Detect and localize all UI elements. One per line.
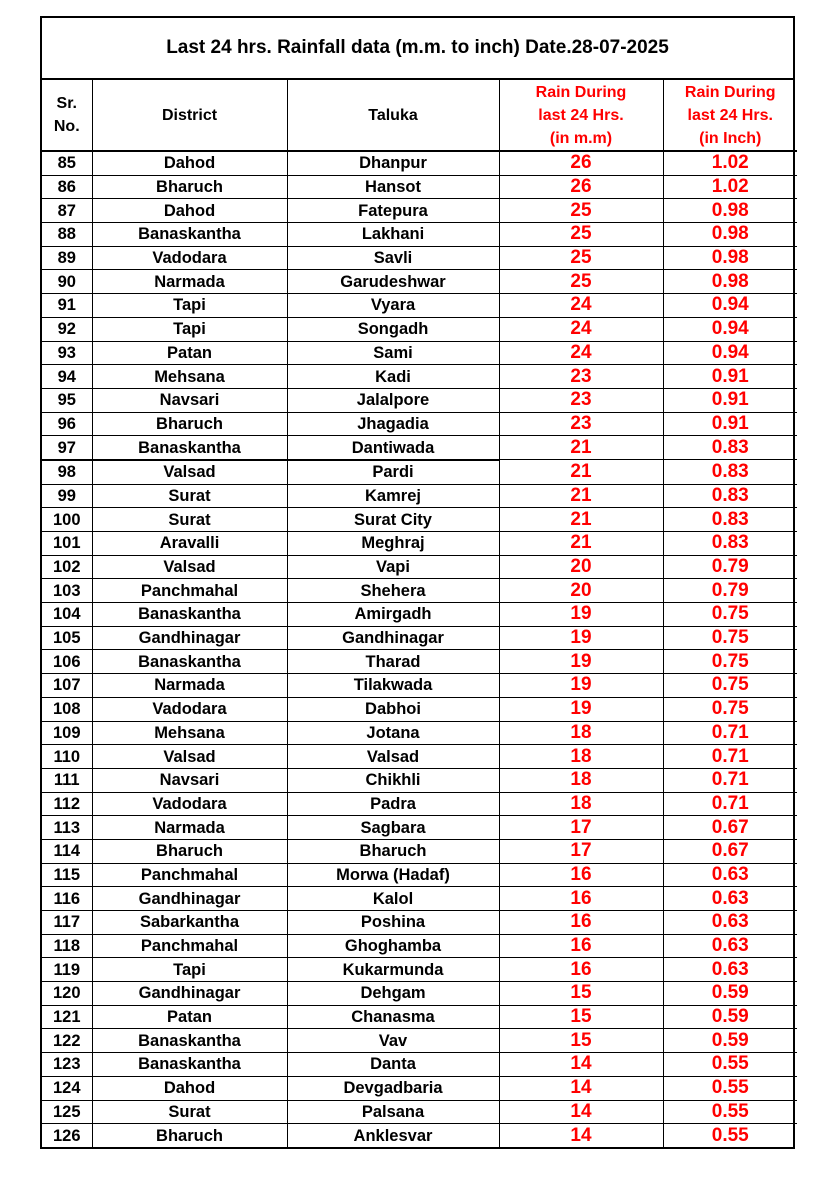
cell-district: Vadodara bbox=[92, 697, 287, 721]
table-row bbox=[42, 1076, 797, 1100]
cell-taluka: Kukarmunda bbox=[287, 958, 499, 982]
table-row bbox=[42, 365, 797, 389]
cell-sr-no: 99 bbox=[42, 484, 92, 508]
cell-district: Vadodara bbox=[92, 246, 287, 270]
cell-rain-inch: 0.71 bbox=[663, 745, 797, 769]
cell-district: Dahod bbox=[92, 1076, 287, 1100]
cell-sr-no: 94 bbox=[42, 365, 92, 389]
cell-rain-mm: 21 bbox=[499, 508, 663, 532]
rainfall-report-sheet bbox=[40, 16, 795, 1149]
cell-district: Aravalli bbox=[92, 532, 287, 556]
table-row bbox=[42, 223, 797, 247]
cell-sr-no: 122 bbox=[42, 1029, 92, 1053]
cell-sr-no: 93 bbox=[42, 341, 92, 365]
cell-district: Valsad bbox=[92, 460, 287, 484]
cell-rain-inch: 0.83 bbox=[663, 508, 797, 532]
cell-taluka: Dabhoi bbox=[287, 697, 499, 721]
cell-rain-inch: 0.98 bbox=[663, 199, 797, 223]
cell-sr-no: 108 bbox=[42, 697, 92, 721]
cell-taluka: Surat City bbox=[287, 508, 499, 532]
cell-taluka: Devgadbaria bbox=[287, 1076, 499, 1100]
cell-district: Banaskantha bbox=[92, 223, 287, 247]
cell-district: Vadodara bbox=[92, 792, 287, 816]
cell-rain-mm: 15 bbox=[499, 1029, 663, 1053]
cell-district: Surat bbox=[92, 1100, 287, 1124]
cell-rain-inch: 0.83 bbox=[663, 460, 797, 484]
cell-taluka: Dhanpur bbox=[287, 151, 499, 175]
cell-district: Banaskantha bbox=[92, 603, 287, 627]
cell-district: Surat bbox=[92, 484, 287, 508]
cell-rain-mm: 16 bbox=[499, 934, 663, 958]
table-row bbox=[42, 768, 797, 792]
cell-sr-no: 104 bbox=[42, 603, 92, 627]
cell-taluka: Lakhani bbox=[287, 223, 499, 247]
cell-rain-mm: 16 bbox=[499, 958, 663, 982]
table-row bbox=[42, 1124, 797, 1147]
cell-district: Bharuch bbox=[92, 175, 287, 199]
cell-rain-inch: 0.63 bbox=[663, 934, 797, 958]
cell-rain-inch: 0.79 bbox=[663, 579, 797, 603]
cell-rain-mm: 25 bbox=[499, 246, 663, 270]
cell-rain-mm: 18 bbox=[499, 721, 663, 745]
cell-sr-no: 101 bbox=[42, 532, 92, 556]
cell-rain-inch: 0.71 bbox=[663, 792, 797, 816]
cell-taluka: Dantiwada bbox=[287, 436, 499, 460]
cell-rain-mm: 15 bbox=[499, 982, 663, 1006]
cell-district: Narmada bbox=[92, 816, 287, 840]
table-row bbox=[42, 650, 797, 674]
cell-rain-inch: 0.63 bbox=[663, 887, 797, 911]
cell-district: Tapi bbox=[92, 294, 287, 318]
cell-sr-no: 126 bbox=[42, 1124, 92, 1147]
cell-rain-inch: 0.98 bbox=[663, 270, 797, 294]
cell-rain-inch: 0.63 bbox=[663, 863, 797, 887]
header-taluka: Taluka bbox=[287, 80, 499, 151]
cell-district: Valsad bbox=[92, 555, 287, 579]
cell-rain-mm: 25 bbox=[499, 270, 663, 294]
report-title: Last 24 hrs. Rainfall data (m.m. to inch) Date.28-07-2025 bbox=[42, 18, 793, 80]
cell-taluka: Garudeshwar bbox=[287, 270, 499, 294]
cell-rain-inch: 0.98 bbox=[663, 223, 797, 247]
cell-rain-mm: 20 bbox=[499, 555, 663, 579]
cell-rain-inch: 0.63 bbox=[663, 958, 797, 982]
cell-taluka: Morwa (Hadaf) bbox=[287, 863, 499, 887]
cell-district: Navsari bbox=[92, 768, 287, 792]
cell-sr-no: 123 bbox=[42, 1053, 92, 1077]
cell-rain-inch: 0.59 bbox=[663, 1029, 797, 1053]
cell-rain-mm: 19 bbox=[499, 603, 663, 627]
rainfall-table bbox=[42, 80, 797, 1147]
cell-district: Mehsana bbox=[92, 721, 287, 745]
table-row bbox=[42, 294, 797, 318]
cell-district: Banaskantha bbox=[92, 436, 287, 460]
cell-rain-mm: 20 bbox=[499, 579, 663, 603]
cell-sr-no: 110 bbox=[42, 745, 92, 769]
cell-rain-inch: 0.75 bbox=[663, 603, 797, 627]
cell-rain-mm: 21 bbox=[499, 484, 663, 508]
cell-sr-no: 124 bbox=[42, 1076, 92, 1100]
cell-taluka: Vav bbox=[287, 1029, 499, 1053]
cell-rain-mm: 18 bbox=[499, 768, 663, 792]
cell-taluka: Chikhli bbox=[287, 768, 499, 792]
cell-sr-no: 88 bbox=[42, 223, 92, 247]
cell-taluka: Gandhinagar bbox=[287, 626, 499, 650]
header-rain-inch: Rain During last 24 Hrs. (in Inch) bbox=[663, 80, 797, 151]
cell-rain-inch: 1.02 bbox=[663, 151, 797, 175]
table-row bbox=[42, 603, 797, 627]
cell-rain-inch: 0.67 bbox=[663, 839, 797, 863]
cell-rain-inch: 0.91 bbox=[663, 388, 797, 412]
cell-rain-inch: 0.55 bbox=[663, 1076, 797, 1100]
cell-rain-inch: 0.55 bbox=[663, 1100, 797, 1124]
cell-rain-inch: 0.79 bbox=[663, 555, 797, 579]
table-row bbox=[42, 175, 797, 199]
cell-district: Narmada bbox=[92, 674, 287, 698]
cell-taluka: Amirgadh bbox=[287, 603, 499, 627]
cell-taluka: Pardi bbox=[287, 460, 499, 484]
cell-sr-no: 119 bbox=[42, 958, 92, 982]
cell-district: Navsari bbox=[92, 388, 287, 412]
cell-rain-mm: 19 bbox=[499, 626, 663, 650]
cell-sr-no: 103 bbox=[42, 579, 92, 603]
cell-taluka: Vyara bbox=[287, 294, 499, 318]
table-row bbox=[42, 792, 797, 816]
cell-rain-inch: 0.59 bbox=[663, 982, 797, 1006]
cell-sr-no: 89 bbox=[42, 246, 92, 270]
table-row bbox=[42, 863, 797, 887]
table-header-row bbox=[42, 80, 797, 151]
cell-rain-mm: 18 bbox=[499, 792, 663, 816]
cell-rain-inch: 0.71 bbox=[663, 721, 797, 745]
cell-rain-inch: 0.63 bbox=[663, 911, 797, 935]
cell-sr-no: 85 bbox=[42, 151, 92, 175]
cell-rain-mm: 21 bbox=[499, 532, 663, 556]
cell-rain-mm: 16 bbox=[499, 911, 663, 935]
cell-taluka: Sagbara bbox=[287, 816, 499, 840]
cell-district: Dahod bbox=[92, 151, 287, 175]
cell-district: Banaskantha bbox=[92, 650, 287, 674]
cell-rain-mm: 25 bbox=[499, 223, 663, 247]
cell-rain-mm: 21 bbox=[499, 460, 663, 484]
cell-district: Panchmahal bbox=[92, 579, 287, 603]
cell-district: Dahod bbox=[92, 199, 287, 223]
cell-rain-mm: 17 bbox=[499, 816, 663, 840]
table-row bbox=[42, 199, 797, 223]
cell-rain-mm: 25 bbox=[499, 199, 663, 223]
cell-taluka: Jhagadia bbox=[287, 412, 499, 436]
table-row bbox=[42, 982, 797, 1006]
cell-sr-no: 116 bbox=[42, 887, 92, 911]
cell-rain-mm: 14 bbox=[499, 1053, 663, 1077]
table-row bbox=[42, 887, 797, 911]
cell-rain-mm: 19 bbox=[499, 650, 663, 674]
cell-rain-inch: 1.02 bbox=[663, 175, 797, 199]
cell-district: Panchmahal bbox=[92, 934, 287, 958]
cell-taluka: Fatepura bbox=[287, 199, 499, 223]
cell-rain-inch: 0.55 bbox=[663, 1053, 797, 1077]
cell-sr-no: 118 bbox=[42, 934, 92, 958]
cell-district: Bharuch bbox=[92, 1124, 287, 1147]
cell-taluka: Tilakwada bbox=[287, 674, 499, 698]
cell-taluka: Meghraj bbox=[287, 532, 499, 556]
table-row bbox=[42, 934, 797, 958]
table-row bbox=[42, 508, 797, 532]
cell-rain-mm: 24 bbox=[499, 341, 663, 365]
cell-district: Narmada bbox=[92, 270, 287, 294]
table-row bbox=[42, 911, 797, 935]
table-row bbox=[42, 532, 797, 556]
cell-taluka: Shehera bbox=[287, 579, 499, 603]
table-row bbox=[42, 839, 797, 863]
cell-taluka: Chanasma bbox=[287, 1005, 499, 1029]
cell-rain-inch: 0.75 bbox=[663, 697, 797, 721]
table-body bbox=[42, 151, 797, 1147]
cell-sr-no: 117 bbox=[42, 911, 92, 935]
cell-district: Mehsana bbox=[92, 365, 287, 389]
cell-sr-no: 86 bbox=[42, 175, 92, 199]
cell-sr-no: 113 bbox=[42, 816, 92, 840]
cell-rain-inch: 0.83 bbox=[663, 484, 797, 508]
table-row bbox=[42, 270, 797, 294]
cell-taluka: Padra bbox=[287, 792, 499, 816]
cell-rain-inch: 0.59 bbox=[663, 1005, 797, 1029]
cell-district: Sabarkantha bbox=[92, 911, 287, 935]
cell-rain-inch: 0.94 bbox=[663, 341, 797, 365]
cell-sr-no: 114 bbox=[42, 839, 92, 863]
cell-district: Tapi bbox=[92, 958, 287, 982]
cell-rain-mm: 24 bbox=[499, 317, 663, 341]
cell-taluka: Vapi bbox=[287, 555, 499, 579]
cell-sr-no: 112 bbox=[42, 792, 92, 816]
cell-taluka: Tharad bbox=[287, 650, 499, 674]
cell-district: Panchmahal bbox=[92, 863, 287, 887]
cell-rain-inch: 0.94 bbox=[663, 294, 797, 318]
table-row bbox=[42, 388, 797, 412]
cell-sr-no: 111 bbox=[42, 768, 92, 792]
table-row bbox=[42, 484, 797, 508]
table-row bbox=[42, 721, 797, 745]
table-row bbox=[42, 460, 797, 484]
cell-rain-inch: 0.55 bbox=[663, 1124, 797, 1147]
cell-sr-no: 100 bbox=[42, 508, 92, 532]
cell-rain-inch: 0.94 bbox=[663, 317, 797, 341]
cell-taluka: Bharuch bbox=[287, 839, 499, 863]
header-sr-no: Sr. No. bbox=[42, 80, 92, 151]
cell-rain-mm: 14 bbox=[499, 1124, 663, 1147]
cell-taluka: Anklesvar bbox=[287, 1124, 499, 1147]
cell-sr-no: 109 bbox=[42, 721, 92, 745]
cell-sr-no: 98 bbox=[42, 460, 92, 484]
table-row bbox=[42, 555, 797, 579]
table-row bbox=[42, 674, 797, 698]
cell-sr-no: 102 bbox=[42, 555, 92, 579]
cell-rain-inch: 0.75 bbox=[663, 650, 797, 674]
cell-sr-no: 95 bbox=[42, 388, 92, 412]
cell-rain-inch: 0.71 bbox=[663, 768, 797, 792]
table-row bbox=[42, 341, 797, 365]
cell-rain-mm: 14 bbox=[499, 1076, 663, 1100]
cell-rain-inch: 0.83 bbox=[663, 436, 797, 460]
table-row bbox=[42, 958, 797, 982]
cell-sr-no: 121 bbox=[42, 1005, 92, 1029]
cell-sr-no: 120 bbox=[42, 982, 92, 1006]
cell-taluka: Kamrej bbox=[287, 484, 499, 508]
cell-district: Valsad bbox=[92, 745, 287, 769]
header-district: District bbox=[92, 80, 287, 151]
cell-rain-mm: 19 bbox=[499, 674, 663, 698]
cell-taluka: Kadi bbox=[287, 365, 499, 389]
table-row bbox=[42, 816, 797, 840]
cell-rain-mm: 26 bbox=[499, 175, 663, 199]
cell-sr-no: 96 bbox=[42, 412, 92, 436]
table-row bbox=[42, 412, 797, 436]
cell-rain-mm: 23 bbox=[499, 412, 663, 436]
cell-taluka: Danta bbox=[287, 1053, 499, 1077]
cell-sr-no: 105 bbox=[42, 626, 92, 650]
cell-district: Bharuch bbox=[92, 839, 287, 863]
cell-rain-mm: 16 bbox=[499, 863, 663, 887]
cell-rain-mm: 14 bbox=[499, 1100, 663, 1124]
cell-district: Banaskantha bbox=[92, 1029, 287, 1053]
cell-rain-mm: 21 bbox=[499, 436, 663, 460]
cell-rain-mm: 23 bbox=[499, 365, 663, 389]
table-row bbox=[42, 579, 797, 603]
cell-rain-inch: 0.98 bbox=[663, 246, 797, 270]
cell-district: Patan bbox=[92, 1005, 287, 1029]
table-row bbox=[42, 1029, 797, 1053]
cell-rain-mm: 26 bbox=[499, 151, 663, 175]
table-row bbox=[42, 626, 797, 650]
cell-taluka: Valsad bbox=[287, 745, 499, 769]
cell-rain-inch: 0.91 bbox=[663, 365, 797, 389]
cell-rain-inch: 0.67 bbox=[663, 816, 797, 840]
table-row bbox=[42, 1053, 797, 1077]
table-row bbox=[42, 745, 797, 769]
cell-rain-mm: 16 bbox=[499, 887, 663, 911]
cell-district: Banaskantha bbox=[92, 1053, 287, 1077]
cell-sr-no: 97 bbox=[42, 436, 92, 460]
cell-taluka: Savli bbox=[287, 246, 499, 270]
cell-taluka: Kalol bbox=[287, 887, 499, 911]
table-row bbox=[42, 1005, 797, 1029]
cell-taluka: Jotana bbox=[287, 721, 499, 745]
cell-taluka: Ghoghamba bbox=[287, 934, 499, 958]
cell-rain-mm: 15 bbox=[499, 1005, 663, 1029]
cell-rain-inch: 0.91 bbox=[663, 412, 797, 436]
cell-rain-mm: 18 bbox=[499, 745, 663, 769]
cell-district: Gandhinagar bbox=[92, 887, 287, 911]
cell-taluka: Poshina bbox=[287, 911, 499, 935]
cell-taluka: Palsana bbox=[287, 1100, 499, 1124]
cell-rain-inch: 0.75 bbox=[663, 626, 797, 650]
cell-district: Surat bbox=[92, 508, 287, 532]
cell-sr-no: 125 bbox=[42, 1100, 92, 1124]
cell-taluka: Dehgam bbox=[287, 982, 499, 1006]
cell-taluka: Hansot bbox=[287, 175, 499, 199]
cell-rain-inch: 0.83 bbox=[663, 532, 797, 556]
cell-sr-no: 91 bbox=[42, 294, 92, 318]
cell-rain-mm: 19 bbox=[499, 697, 663, 721]
table-row bbox=[42, 436, 797, 460]
cell-sr-no: 92 bbox=[42, 317, 92, 341]
cell-sr-no: 106 bbox=[42, 650, 92, 674]
cell-district: Patan bbox=[92, 341, 287, 365]
cell-sr-no: 107 bbox=[42, 674, 92, 698]
table-row bbox=[42, 1100, 797, 1124]
table-row bbox=[42, 151, 797, 175]
table-row bbox=[42, 317, 797, 341]
cell-district: Bharuch bbox=[92, 412, 287, 436]
cell-sr-no: 90 bbox=[42, 270, 92, 294]
cell-sr-no: 87 bbox=[42, 199, 92, 223]
header-rain-mm: Rain During last 24 Hrs. (in m.m) bbox=[499, 80, 663, 151]
cell-district: Tapi bbox=[92, 317, 287, 341]
cell-taluka: Songadh bbox=[287, 317, 499, 341]
cell-district: Gandhinagar bbox=[92, 982, 287, 1006]
cell-rain-mm: 24 bbox=[499, 294, 663, 318]
table-row bbox=[42, 246, 797, 270]
cell-rain-inch: 0.75 bbox=[663, 674, 797, 698]
cell-rain-mm: 17 bbox=[499, 839, 663, 863]
cell-rain-mm: 23 bbox=[499, 388, 663, 412]
cell-sr-no: 115 bbox=[42, 863, 92, 887]
table-row bbox=[42, 697, 797, 721]
cell-taluka: Sami bbox=[287, 341, 499, 365]
cell-taluka: Jalalpore bbox=[287, 388, 499, 412]
cell-district: Gandhinagar bbox=[92, 626, 287, 650]
